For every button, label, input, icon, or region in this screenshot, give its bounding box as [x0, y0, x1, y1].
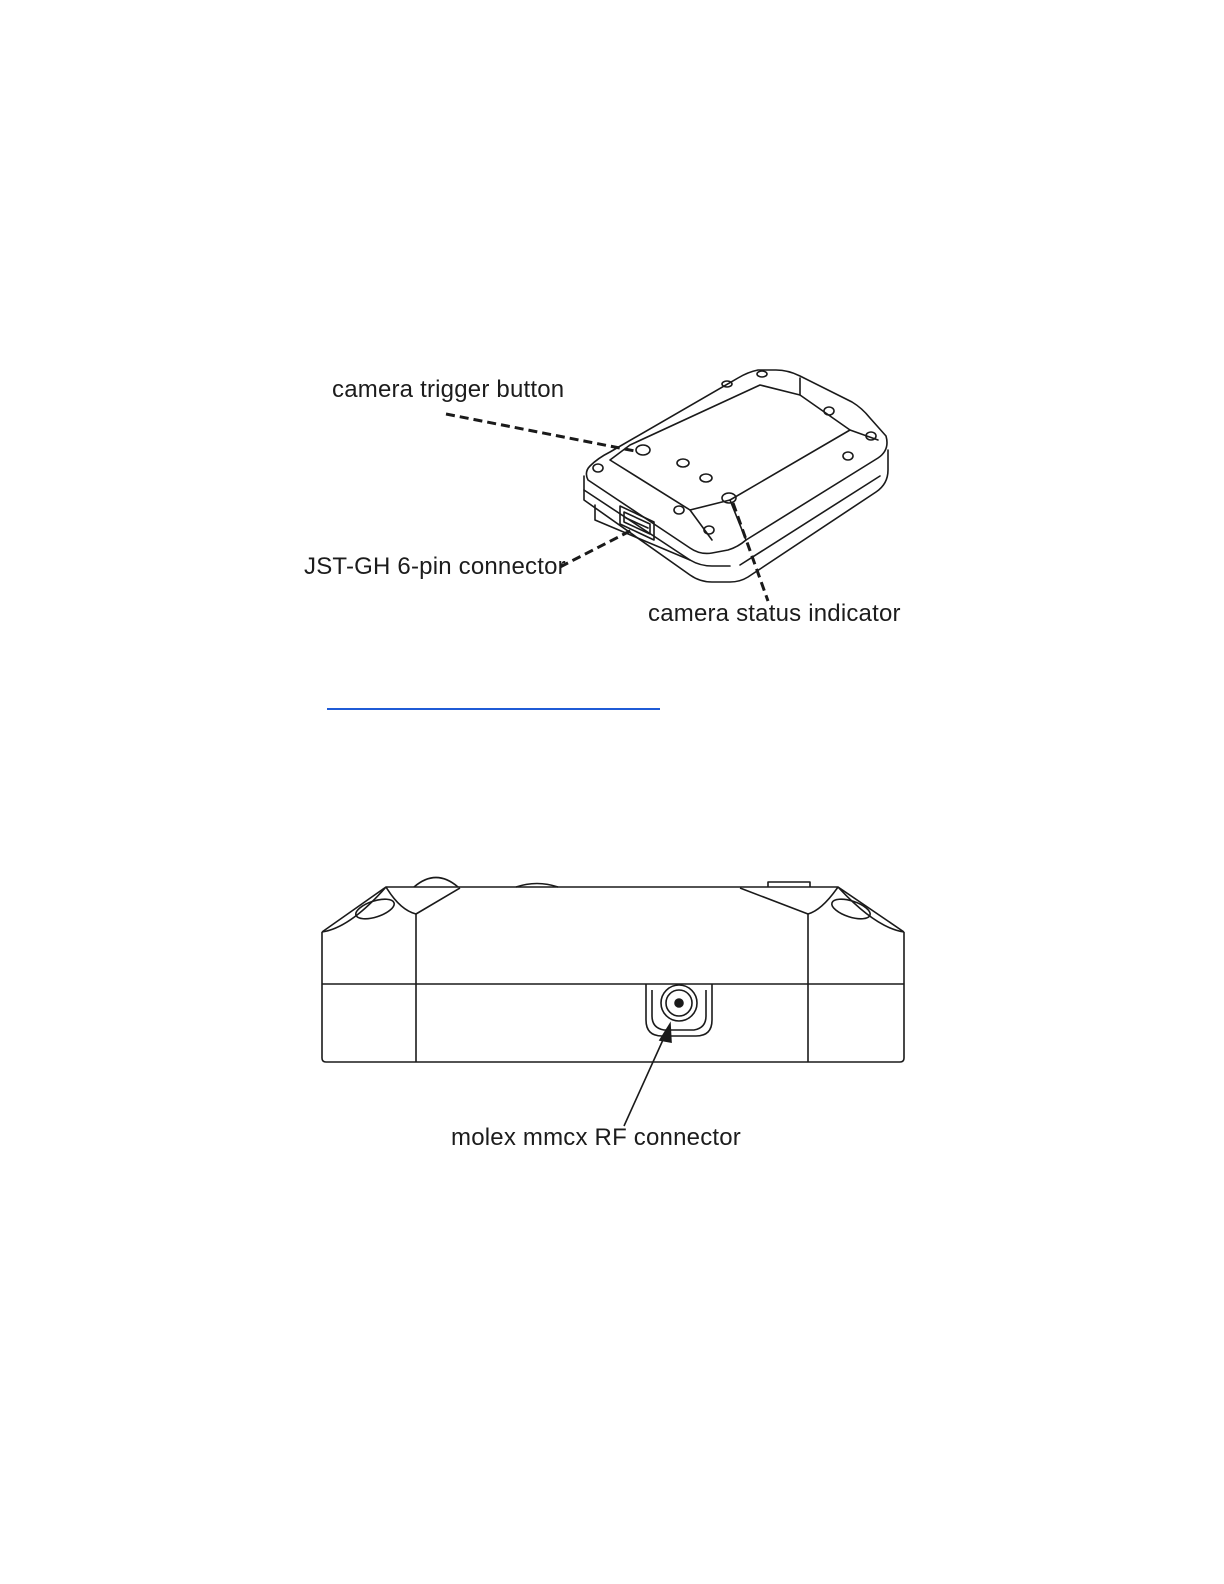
status-indicator-label: camera status indicator: [648, 600, 901, 627]
rf-connector-housing: [646, 984, 712, 1036]
link-underline[interactable]: [327, 708, 660, 710]
rf-leader-line: [624, 1031, 667, 1126]
trigger-button-label: camera trigger button: [332, 376, 565, 403]
trigger-button-shape: [636, 445, 650, 455]
trigger-leader-line: [446, 414, 635, 451]
device-front-diagram: [322, 878, 904, 1063]
jst-leader-line: [560, 530, 632, 567]
jst-connector-label: JST-GH 6-pin connector: [304, 553, 566, 580]
status-leader-line: [733, 503, 768, 601]
rf-connector-label: molex mmcx RF connector: [451, 1124, 741, 1151]
